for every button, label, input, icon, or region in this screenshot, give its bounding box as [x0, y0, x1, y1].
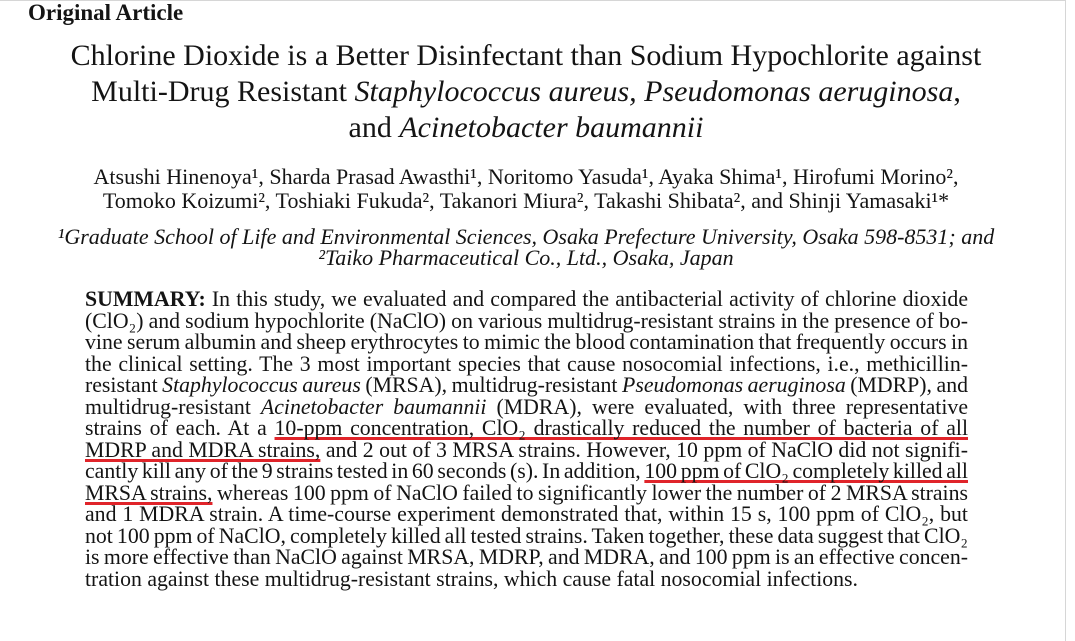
summary-paragraph: [85, 289, 968, 590]
species-name: Acinetobacter baumannii: [399, 111, 704, 144]
summary-text: vine serum albumin and sheep erythrocytes to mimic the blood contamination that frequently occurs in: [85, 330, 968, 355]
species-name: Staphylococcus aureus, Pseudomonas aeruginosa: [354, 75, 954, 108]
highlighted-text: MDRP and MDRA strains,: [85, 437, 321, 462]
highlighted-text: 10-ppm concentration, ClO₂ drastically reduced the number of bacteria of all: [274, 416, 969, 441]
summary-line: [85, 289, 968, 311]
summary-text: strains of each. At a: [85, 416, 275, 441]
author-line-1: [0, 165, 1052, 189]
summary-label: SUMMARY:: [85, 287, 206, 311]
summary-text: resistant: [85, 373, 163, 398]
article-type-label: Original Article: [28, 0, 184, 25]
summary-text: and 2 out of 3 MRSA strains. However, 10 ppm of NaClO did not signifi-: [320, 437, 968, 462]
affiliation-text: ¹Graduate School of Life and Environmental Sciences, Osaka Prefecture University, Osaka 598-8531; and: [57, 224, 995, 249]
summary-text: whereas 100 ppm of NaClO failed to significantly lower the number of 2 MRSA strains: [212, 480, 968, 505]
summary-text: In this study, we evaluated and compared the antibacterial activity of chlorine dioxide: [205, 287, 968, 311]
summary-line: [85, 308, 968, 333]
author-name: and Shinji Yamasaki¹*: [751, 188, 950, 213]
author-name: Toshiaki Fukuda²,: [275, 188, 435, 213]
summary-line: [85, 461, 968, 483]
summary-line: [85, 332, 968, 354]
author-line-2: [0, 189, 1052, 213]
summary-line: [85, 480, 968, 505]
species-name: Acinetobacter baumannii: [260, 394, 487, 419]
species-name: Pseudomonas aeruginosa: [622, 373, 846, 398]
summary-line: [85, 566, 858, 591]
summary-line: [85, 523, 968, 548]
summary-line: [85, 547, 968, 569]
title-text: and: [348, 111, 400, 144]
title-text: Multi-Drug Resistant: [91, 75, 355, 108]
summary-line: [85, 351, 968, 376]
author-name: Ayaka Shima¹,: [658, 164, 788, 189]
author-name: Sharda Prasad Awasthi¹,: [269, 164, 483, 189]
summary-line: [85, 418, 968, 440]
highlighted-text: 100 ppm of ClO₂ completely killed all: [644, 459, 968, 484]
affiliation-line: [0, 226, 1052, 247]
author-name: Hirofumi Morino²,: [792, 164, 959, 189]
summary-text: is more effective than NaClO against MRSA, MDRP, and MDRA, and 100 ppm is an effective concen-: [85, 545, 968, 570]
summary-text: the clinical setting. The 3 most important species that cause nosocomial infections, i.e., methicillin-: [85, 351, 968, 376]
summary-text: (MDRA), were evaluated, with three representative: [486, 394, 968, 419]
author-name: Noritomo Yasuda¹,: [487, 164, 654, 189]
highlighted-text: MRSA strains,: [85, 480, 213, 505]
summary-text: not 100 ppm of NaClO, completely killed all tested strains. Taken together, these data suggest that ClO₂: [85, 523, 968, 548]
title-line-1: [0, 38, 1052, 74]
title-line-3: [0, 110, 1052, 146]
summary-text: (ClO₂) and sodium hypochlorite (NaClO) on various multidrug-resistant strains in the presence of bo-: [85, 308, 968, 333]
title-line-2: [0, 74, 1052, 110]
affiliation-line: [0, 247, 1052, 268]
author-name: Takanori Miura²,: [439, 188, 589, 213]
title-text: Chlorine Dioxide is a Better Disinfectant than Sodium Hypochlorite against: [70, 39, 982, 72]
summary-line: [85, 437, 968, 462]
affiliations: [0, 226, 1052, 268]
summary-text: (MDRP), and: [845, 373, 968, 398]
article-title: [0, 38, 1052, 146]
author-name: Takashi Shibata²,: [594, 188, 746, 213]
author-name: Tomoko Koizumi²,: [102, 188, 271, 213]
author-name: Atsushi Hinenoya¹,: [93, 164, 264, 189]
summary-line: [85, 375, 968, 397]
summary-text: multidrug-resistant: [85, 394, 261, 419]
summary-line: [85, 394, 968, 419]
title-text: ,: [953, 75, 961, 108]
summary-text: cantly kill any of the 9 strains tested in 60 seconds (s). In addition,: [85, 459, 645, 484]
summary-line: [85, 504, 968, 526]
author-list: [0, 165, 1052, 213]
summary-text: (MRSA), multidrug-resistant: [360, 373, 623, 398]
summary-text: and 1 MDRA strain. A time-course experiment demonstrated that, within 15 s, 100 ppm of ClO₂, but: [85, 502, 968, 527]
species-name: Staphylococcus aureus: [162, 373, 361, 398]
affiliation-text: ²Taiko Pharmaceutical Co., Ltd., Osaka, Japan: [318, 245, 734, 270]
summary-text: tration against these multidrug-resistant strains, which cause fatal nosocomial infections.: [85, 566, 858, 591]
